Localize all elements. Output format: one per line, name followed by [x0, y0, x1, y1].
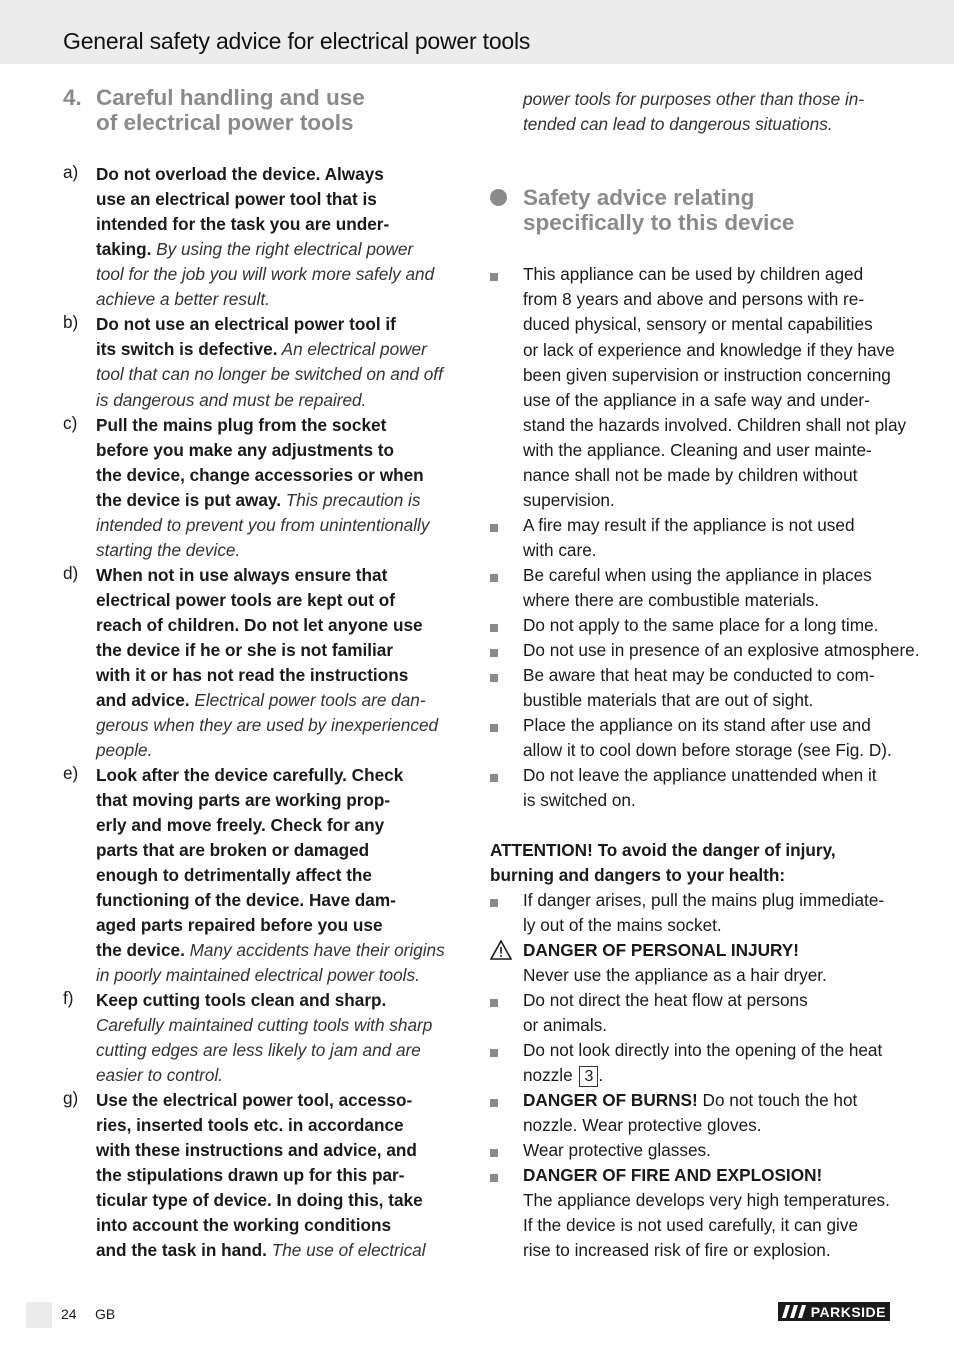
list-line: [96, 563, 387, 588]
list-line: [523, 388, 870, 413]
list-line: [523, 413, 906, 438]
list-line: [523, 1038, 882, 1063]
bold-text: that moving parts are working prop-: [96, 790, 391, 810]
list-line: [523, 1238, 831, 1263]
list-line: [523, 1013, 607, 1038]
list-line: [523, 563, 872, 588]
bullet-square-icon: [490, 674, 498, 682]
bold-text: ticular type of device. In doing this, take: [96, 1190, 423, 1210]
list-line: [523, 613, 878, 638]
body-text: Place the appliance on its stand after use and: [523, 715, 871, 735]
list-line: [523, 1188, 890, 1213]
footer-box: [26, 1302, 52, 1328]
list-line: [96, 1138, 417, 1163]
body-text: Do not look directly into the opening of the heat: [523, 1040, 883, 1060]
list-line: [96, 312, 396, 337]
body-text: with the appliance. Cleaning and user mainte-: [523, 440, 872, 460]
italic-text: easier to control.: [96, 1065, 224, 1085]
list-line: [523, 1213, 858, 1238]
bold-text: Do not overload the device. Always: [96, 164, 384, 184]
body-text: Do not use in presence of an explosive atmosphere.: [523, 640, 920, 660]
list-line: [96, 738, 152, 763]
list-letter: g): [63, 1088, 79, 1108]
list-line: [96, 1088, 412, 1113]
bold-text: the device if he or she is not familiar: [96, 640, 394, 660]
body-text: Wear protective glasses.: [523, 1140, 711, 1160]
bullet-square-icon: [490, 273, 498, 281]
italic-text: Electrical power tools are dan-: [189, 690, 426, 710]
list-line: [96, 463, 424, 488]
list-letter: d): [63, 563, 79, 583]
list-line: [96, 1163, 404, 1188]
bullet-square-icon: [490, 999, 498, 1007]
italic-text: gerous when they are used by inexperienced: [96, 715, 439, 735]
section-title-line1: Careful handling and use: [96, 85, 365, 110]
bold-text: DANGER OF BURNS!: [523, 1090, 698, 1110]
italic-text: An electrical power: [277, 339, 427, 359]
bold-text: DANGER OF PERSONAL INJURY!: [523, 940, 799, 960]
bold-text: intended for the task you are under-: [96, 214, 390, 234]
list-line: [523, 588, 819, 613]
safety-title-line2: specifically to this device: [523, 210, 795, 235]
bullet-square-icon: [490, 524, 498, 532]
list-line: [523, 938, 799, 963]
attention-line1: ATTENTION! To avoid the danger of injury,: [490, 840, 836, 860]
part-number-box: 3: [579, 1066, 598, 1087]
list-line: [96, 413, 386, 438]
list-line: [523, 363, 891, 388]
list-line: [96, 588, 395, 613]
body-text: Be careful when using the appliance in places: [523, 565, 872, 585]
bullet-square-icon: [490, 649, 498, 657]
bold-text: with these instructions and advice, and: [96, 1140, 417, 1160]
bold-text: aged parts repaired before you use: [96, 915, 383, 935]
list-line: [96, 362, 443, 387]
body-text: Be aware that heat may be conducted to com-: [523, 665, 875, 685]
list-line: [96, 963, 420, 988]
list-letter: c): [63, 413, 78, 433]
body-text: The appliance develops very high temperatures.: [523, 1190, 890, 1210]
list-line: [96, 713, 438, 738]
bold-text: use an electrical power tool that is: [96, 189, 377, 209]
list-line: [96, 1188, 423, 1213]
list-line: [96, 638, 393, 663]
list-line: [96, 1213, 391, 1238]
list-line: [96, 538, 240, 563]
list-line: [523, 338, 895, 363]
list-line: [96, 1113, 404, 1138]
list-line: [523, 763, 877, 788]
list-line: [523, 287, 864, 312]
body-text: rise to increased risk of fire or explosion.: [523, 1240, 831, 1260]
italic-text: tool that can no longer be switched on and off: [96, 364, 443, 384]
body-text: allow it to cool down before storage (see Fig. D).: [523, 740, 892, 760]
list-line: [96, 162, 384, 187]
list-line: [523, 513, 855, 538]
list-line: [96, 1238, 426, 1263]
list-line: [96, 438, 394, 463]
italic-text: achieve a better result.: [96, 289, 270, 309]
list-line: [96, 1063, 223, 1088]
list-line: [96, 1038, 421, 1063]
list-letter: e): [63, 763, 79, 783]
list-line: [96, 337, 427, 362]
list-line: [523, 888, 884, 913]
list-line: [96, 763, 403, 788]
list-line: [96, 988, 386, 1013]
list-line: [96, 237, 413, 262]
list-line: [96, 838, 369, 863]
list-line: [96, 613, 423, 638]
italic-text: in poorly maintained electrical power tools.: [96, 965, 420, 985]
body-text: where there are combustible materials.: [523, 590, 820, 610]
bold-text: the device.: [96, 940, 185, 960]
bold-text: the device is put away.: [96, 490, 281, 510]
body-text: from 8 years and above and persons with re-: [523, 289, 865, 309]
bullet-square-icon: [490, 724, 498, 732]
italic-text: intended to prevent you from unintentionally: [96, 515, 430, 535]
page-title: General safety advice for electrical power tools: [63, 28, 531, 54]
list-line: [523, 1138, 711, 1163]
list-line: [523, 538, 597, 563]
list-line: [523, 488, 615, 513]
bold-text: Pull the mains plug from the socket: [96, 415, 387, 435]
list-line: [523, 312, 873, 337]
bullet-square-icon: [490, 774, 498, 782]
bold-text: the stipulations drawn up for this par-: [96, 1165, 405, 1185]
body-text: Do not direct the heat flow at persons: [523, 990, 808, 1010]
body-text: nozzle. Wear protective gloves.: [523, 1115, 762, 1135]
nozzle-after: .: [598, 1065, 604, 1085]
list-line: [96, 888, 396, 913]
list-line: [96, 813, 384, 838]
section-title-line2: of electrical power tools: [96, 110, 354, 135]
bold-text: and advice.: [96, 690, 190, 710]
body-text: If the device is not used carefully, it can give: [523, 1215, 859, 1235]
bold-text: into account the working conditions: [96, 1215, 392, 1235]
italic-text: tool for the job you will work more safely and: [96, 264, 435, 284]
intro-line: power tools for purposes other than those in-: [523, 89, 865, 109]
italic-text: cutting edges are less likely to jam and are: [96, 1040, 421, 1060]
list-line: [523, 262, 863, 287]
bold-text: taking.: [96, 239, 152, 259]
bullet-square-icon: [490, 624, 498, 632]
bold-text: parts that are broken or damaged: [96, 840, 370, 860]
warning-triangle-icon: [490, 940, 512, 960]
language-code: GB: [95, 1306, 116, 1322]
italic-text: By using the right electrical power: [151, 239, 414, 259]
bold-text: When not in use always ensure that: [96, 565, 388, 585]
body-text: or animals.: [523, 1015, 608, 1035]
page-number: 24: [61, 1306, 77, 1322]
safety-section-heading: [490, 185, 892, 237]
list-line: [96, 788, 390, 813]
bold-text: electrical power tools are kept out of: [96, 590, 395, 610]
list-line: [523, 1113, 762, 1138]
bullet-square-icon: [490, 1174, 498, 1182]
italic-text: is dangerous and must be repaired.: [96, 390, 367, 410]
list-line: [96, 938, 445, 963]
brand-name: PARKSIDE: [810, 1303, 886, 1320]
list-line: [523, 788, 636, 813]
bold-text: enough to detrimentally affect the: [96, 865, 372, 885]
list-line: [96, 1013, 432, 1038]
body-text: supervision.: [523, 490, 615, 510]
italic-text: The use of electrical: [266, 1240, 426, 1260]
body-text: Never use the appliance as a hair dryer.: [523, 965, 827, 985]
brand-stripes-icon: [782, 1305, 808, 1318]
list-line: [96, 663, 408, 688]
body-text: or lack of experience and knowledge if they have: [523, 340, 895, 360]
bold-text: erly and move freely. Check for any: [96, 815, 385, 835]
list-line: [523, 638, 920, 663]
bullet-circle-icon: [490, 189, 507, 206]
list-letter: f): [63, 988, 74, 1008]
body-text: Do not touch the hot: [697, 1090, 858, 1110]
bullet-square-icon: [490, 574, 498, 582]
bold-text: with it or has not read the instructions: [96, 665, 409, 685]
nozzle-ref-line: [523, 1063, 603, 1088]
bold-text: reach of children. Do not let anyone use: [96, 615, 423, 635]
list-line: [96, 913, 383, 938]
italic-text: people.: [96, 740, 153, 760]
list-line: [523, 988, 808, 1013]
section-4-heading: [63, 85, 465, 137]
italic-text: This precaution is: [281, 490, 421, 510]
brand-logo: [778, 1302, 890, 1321]
italic-text: Carefully maintained cutting tools with sharp: [96, 1015, 433, 1035]
body-text: Do not apply to the same place for a long time.: [523, 615, 879, 635]
bullet-square-icon: [490, 1149, 498, 1157]
list-line: [96, 287, 270, 312]
attention-line2: burning and dangers to your health:: [490, 865, 786, 885]
list-line: [523, 738, 892, 763]
bullet-square-icon: [490, 899, 498, 907]
list-line: [96, 863, 372, 888]
list-line: [523, 1088, 857, 1113]
list-letter: b): [63, 312, 79, 332]
list-line: [96, 488, 420, 513]
body-text: duced physical, sensory or mental capabilities: [523, 314, 873, 334]
list-line: [523, 713, 871, 738]
list-line: [523, 688, 813, 713]
body-text: nance shall not be made by children without: [523, 465, 858, 485]
body-text: A fire may result if the appliance is not used: [523, 515, 855, 535]
list-line: [96, 688, 426, 713]
bold-text: and the task in hand.: [96, 1240, 267, 1260]
nozzle-text: nozzle: [523, 1065, 578, 1085]
bold-text: Keep cutting tools clean and sharp.: [96, 990, 387, 1010]
bold-text: Look after the device carefully. Check: [96, 765, 404, 785]
list-line: [96, 262, 434, 287]
body-text: ly out of the mains socket.: [523, 915, 722, 935]
section-number: 4.: [63, 85, 82, 110]
list-line: [523, 463, 857, 488]
bold-text: Use the electrical power tool, accesso-: [96, 1090, 413, 1110]
list-line: [96, 212, 389, 237]
body-text: is switched on.: [523, 790, 636, 810]
list-line: [523, 438, 872, 463]
bullet-square-icon: [490, 1099, 498, 1107]
list-line: [523, 963, 827, 988]
list-line: [96, 388, 366, 413]
list-line: [96, 187, 377, 212]
body-text: If danger arises, pull the mains plug immediate-: [523, 890, 885, 910]
body-text: stand the hazards involved. Children shall not play: [523, 415, 907, 435]
body-text: with care.: [523, 540, 597, 560]
intro-line: tended can lead to dangerous situations.: [523, 114, 833, 134]
list-line: [523, 663, 875, 688]
list-line: [523, 1163, 822, 1188]
body-text: bustible materials that are out of sight.: [523, 690, 814, 710]
bold-text: Do not use an electrical power tool if: [96, 314, 396, 334]
italic-text: Many accidents have their origins: [184, 940, 445, 960]
list-line: [96, 513, 429, 538]
list-letter: a): [63, 162, 79, 182]
bold-text: before you make any adjustments to: [96, 440, 394, 460]
body-text: Do not leave the appliance unattended when it: [523, 765, 877, 785]
bold-text: DANGER OF FIRE AND EXPLOSION!: [523, 1165, 823, 1185]
italic-text: starting the device.: [96, 540, 241, 560]
body-text: been given supervision or instruction concerning: [523, 365, 891, 385]
body-text: use of the appliance in a safe way and under-: [523, 390, 870, 410]
body-text: This appliance can be used by children aged: [523, 264, 864, 284]
bold-text: ries, inserted tools etc. in accordance: [96, 1115, 404, 1135]
bullet-square-icon: [490, 1049, 498, 1057]
safety-title-line1: Safety advice relating: [523, 185, 755, 210]
bold-text: its switch is defective.: [96, 339, 278, 359]
list-line: [523, 913, 722, 938]
bold-text: functioning of the device. Have dam-: [96, 890, 396, 910]
bold-text: the device, change accessories or when: [96, 465, 424, 485]
